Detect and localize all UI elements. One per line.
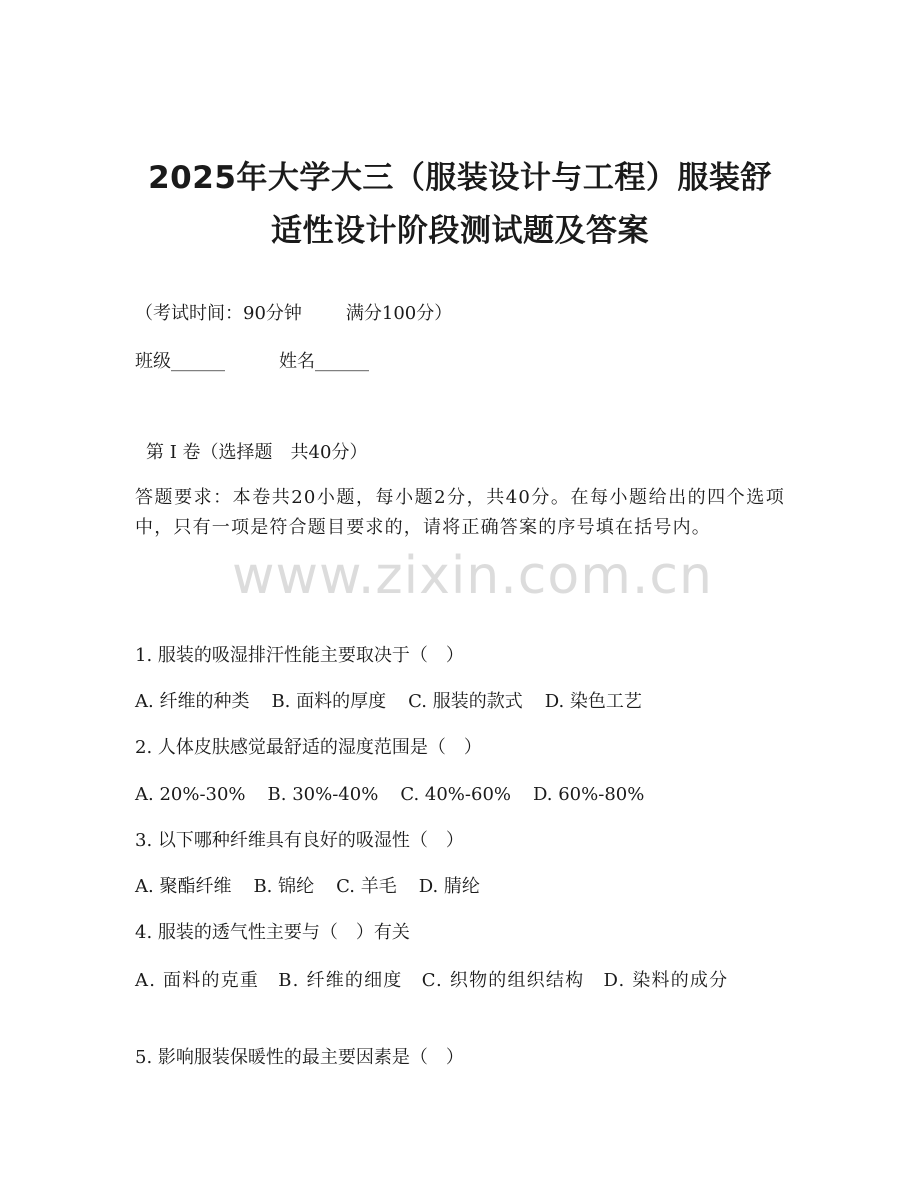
class-blank: ______ — [171, 351, 225, 372]
option-b: B. 30%-40% — [267, 784, 379, 805]
class-label: 班级 — [135, 351, 171, 372]
watermark: www.zixin.com.cn — [232, 546, 713, 606]
option-c: C. 服装的款式 — [408, 691, 523, 712]
full-score: 满分100分） — [345, 303, 453, 324]
section-title: 第 I 卷（选择题 共40分） — [146, 442, 368, 463]
exam-time: （考试时间：90分钟 — [135, 303, 302, 324]
option-d: D. 60%-80% — [533, 784, 645, 805]
document-title-line-1: 2025年大学大三（服装设计与工程）服装舒 — [148, 160, 772, 196]
instructions: 答题要求：本卷共20小题，每小题2分，共40分。在每小题给出的四个选项中，只有一项是符合题目要求的，请将正确答案的序号填在括号内。 — [135, 487, 785, 538]
option-a: A. 20%-30% — [135, 784, 246, 805]
question-1-stem: 1. 服装的吸湿排汗性能主要取决于（ ） — [135, 645, 464, 666]
option-c: C. 40%-60% — [400, 784, 511, 805]
name-blank: ______ — [315, 351, 369, 372]
question-3-stem: 3. 以下哪种纤维具有良好的吸湿性（ ） — [135, 830, 464, 851]
option-d: D. 腈纶 — [418, 876, 480, 897]
question-1-options — [135, 689, 642, 715]
option-b: B. 锦纶 — [253, 876, 315, 897]
question-2-options — [135, 782, 644, 808]
option-a: A. 纤维的种类 — [135, 691, 250, 712]
option-c: C. 羊毛 — [336, 876, 397, 897]
question-3-options — [135, 874, 480, 900]
option-d: D. 染色工艺 — [544, 691, 642, 712]
option-b: B. 面料的厚度 — [271, 691, 387, 712]
question-5-stem: 5. 影响服装保暖性的最主要因素是（ ） — [135, 1047, 464, 1068]
exam-info — [135, 301, 452, 327]
student-info — [135, 349, 369, 375]
name-label: 姓名 — [279, 351, 315, 372]
question-4-options: A. 面料的克重 B. 纤维的细度 C. 织物的组织结构 D. 染料的成分 — [135, 970, 729, 991]
question-2-stem: 2. 人体皮肤感觉最舒适的湿度范围是（ ） — [135, 737, 482, 758]
question-4-stem: 4. 服装的透气性主要与（ ）有关 — [135, 922, 410, 943]
option-a: A. 聚酯纤维 — [135, 876, 232, 897]
document-title-line-2: 适性设计阶段测试题及答案 — [271, 213, 649, 249]
